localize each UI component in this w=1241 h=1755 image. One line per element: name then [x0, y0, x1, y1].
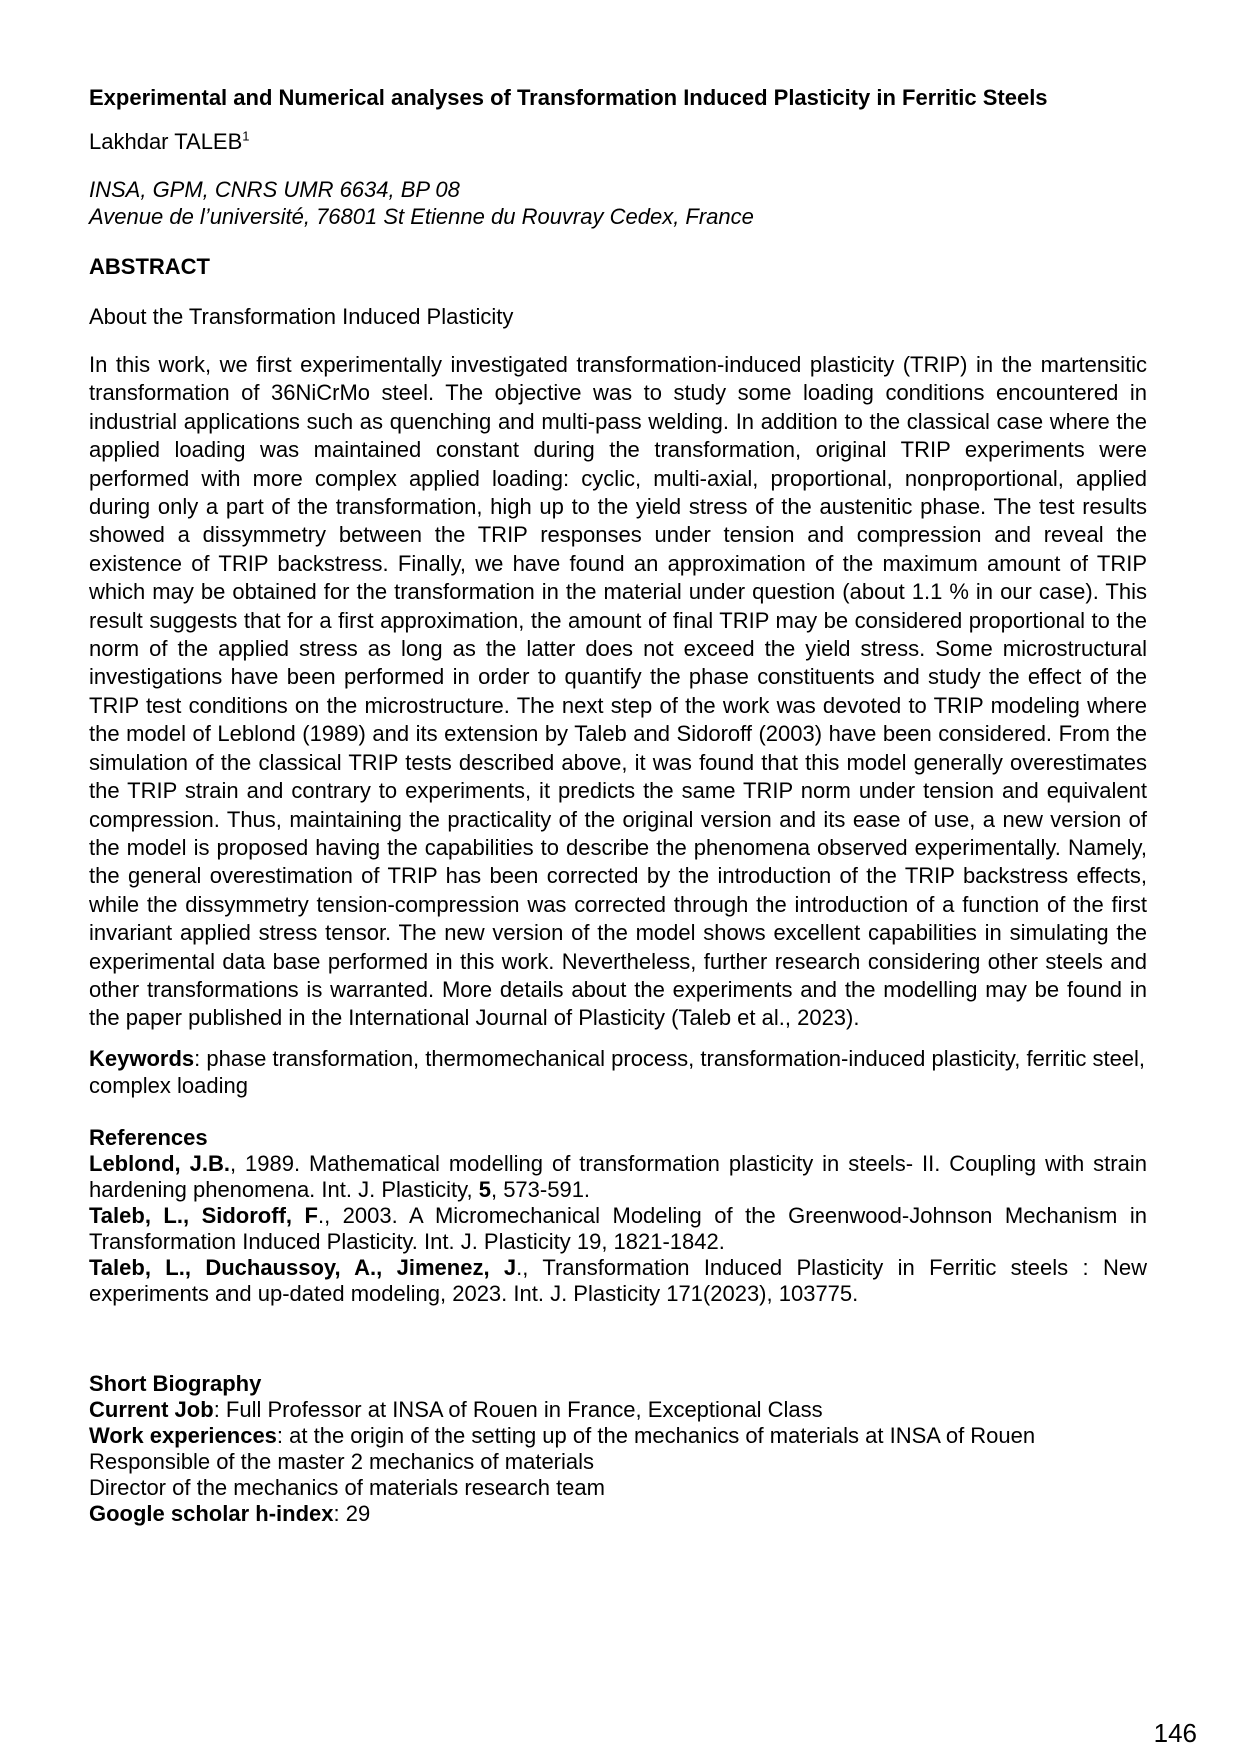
page-number: 146	[1153, 1718, 1197, 1748]
affiliation-line-2: Avenue de l’université, 76801 St Etienne du Rouvray Cedex, France	[89, 204, 754, 229]
reference-item	[89, 1203, 1147, 1255]
author-name: Lakhdar TALEB	[89, 129, 243, 154]
keywords-text: : phase transformation, thermomechanical process, transformation-induced plasticity, ferritic steel, complex loading	[89, 1045, 1146, 1098]
current-job-text: : Full Professor at INSA of Rouen in France, Exceptional Class	[213, 1396, 823, 1422]
reference-volume: 5	[478, 1176, 491, 1202]
biography-heading: Short Biography	[89, 1370, 262, 1396]
paper-title: Experimental and Numerical analyses of Transformation Induced Plasticity in Ferritic Steels	[89, 85, 1048, 110]
reference-pages: , 573-591.	[490, 1176, 591, 1202]
reference-item	[89, 1151, 1147, 1203]
biography-h-index	[89, 1501, 1147, 1527]
keywords	[89, 1045, 1147, 1099]
reference-authors: Taleb, L., Duchaussoy, A., Jimenez, J	[89, 1254, 517, 1280]
paper-page	[89, 84, 1147, 1527]
author-line	[89, 128, 1147, 156]
biography-work-experiences	[89, 1423, 1147, 1449]
affiliation-line-1: INSA, GPM, CNRS UMR 6634, BP 08	[89, 177, 460, 202]
author-affiliation-marker: 1	[242, 128, 250, 144]
reference-authors: Taleb, L., Sidoroff, F	[89, 1202, 318, 1228]
keywords-label: Keywords	[89, 1045, 195, 1071]
reference-item	[89, 1255, 1147, 1307]
short-biography	[89, 1371, 1147, 1527]
work-experiences-text: : at the origin of the setting up of the mechanics of materials at INSA of Rouen	[276, 1422, 1036, 1448]
h-index-label: Google scholar h-index	[89, 1500, 334, 1526]
current-job-label: Current Job	[89, 1396, 214, 1422]
abstract-body: In this work, we first experimentally investigated transformation-induced plasticity (TRIP) in the martensitic transformation of 36NiCrMo steel. The objective was to study some loading conditions encountered in industrial applications such as quenching and multi-pass welding. In addition to the classical case where the applied loading was maintained constant during the transformation, original TRIP experiments were performed with more complex applied loading: cyclic, multi-axial, proportional, nonproportional, applied during only a part of the transformation, high up to the yield stress of the austenitic phase. The test results showed a dissymmetry between the TRIP responses under tension and compression and reveal the existence of TRIP backstress. Finally, we have found an approximation of the maximum amount of TRIP which may be obtained for the transformation in the material under question (about 1.1 % in our case). This result suggests that for a first approximation, the amount of final TRIP may be considered proportional to the norm of the applied stress as long as the latter does not exceed the yield stress. Some microstructural investigations have been performed in order to quantify the phase constituents and study the effect of the TRIP test conditions on the microstructure. The next step of the work was devoted to TRIP modeling where the model of Leblond (1989) and its extension by Taleb and Sidoroff (2003) have been considered. From the simulation of the classical TRIP tests described above, it was found that this model generally overestimates the TRIP strain and contrary to experiments, it predicts the same TRIP norm under tension and equivalent compression. Thus, maintaining the practicality of the original version and its ease of use, a new version of the model is proposed having the capabilities to describe the phenomena observed experimentally. Namely, the general overestimation of TRIP has been corrected by the introduction of the TRIP backstress effects, while the dissymmetry tension-compression was corrected through the introduction of a function of the first invariant applied stress tensor. The new version of the model shows excellent capabilities in simulating the experimental data base performed in this work. Nevertheless, further research considering other steels and other transformations is warranted. More details about the experiments and the modelling may be found in the paper published in the International Journal of Plasticity (Taleb et al., 2023).	[89, 352, 1147, 1031]
references-heading: References	[89, 1124, 208, 1150]
reference-text: , 1989. Mathematical modelling of transformation plasticity in steels- II. Coupling with strain hardening phenomena. Int. J. Plasticity,	[89, 1150, 1147, 1202]
biography-current-job	[89, 1397, 1147, 1423]
h-index-value: : 29	[333, 1500, 371, 1526]
biography-responsible-line: Responsible of the master 2 mechanics of materials	[89, 1448, 595, 1474]
biography-director-line: Director of the mechanics of materials research team	[89, 1474, 605, 1500]
reference-text: ., 2003. A Micromechanical Modeling of the Greenwood-Johnson Mechanism in Transformation Induced Plasticity. Int. J. Plasticity 19, 1821-1842.	[89, 1202, 1147, 1254]
reference-text: ., Transformation Induced Plasticity in Ferritic steels : New experiments and up-dated modeling, 2023. Int. J. Plasticity 171(2023), 103775.	[89, 1254, 1147, 1306]
affiliation	[89, 176, 1147, 230]
work-experiences-label: Work experiences	[89, 1422, 277, 1448]
abstract-subtitle: About the Transformation Induced Plasticity	[89, 304, 514, 329]
abstract-heading: ABSTRACT	[89, 254, 210, 279]
reference-authors: Leblond, J.B.	[89, 1150, 230, 1176]
